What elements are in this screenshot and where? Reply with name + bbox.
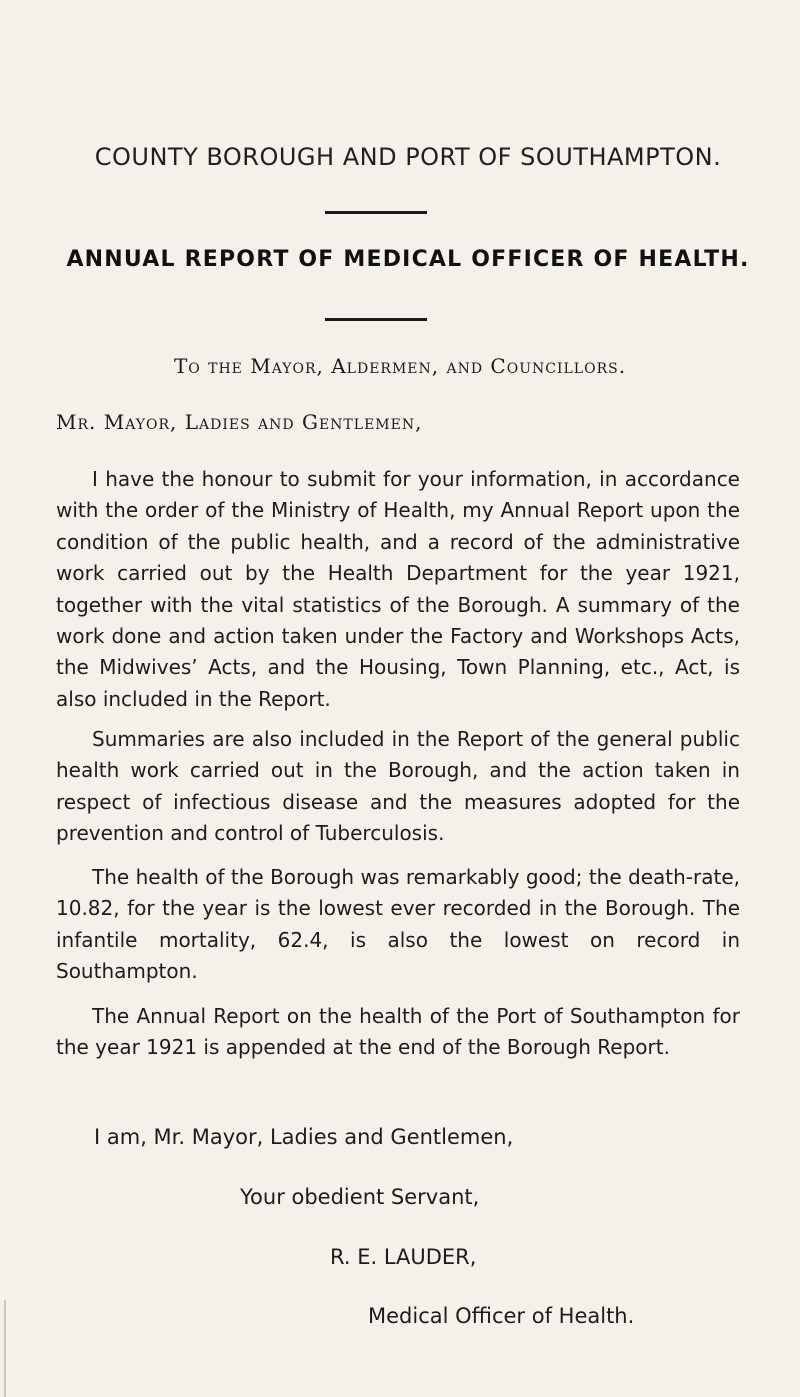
divider-top xyxy=(325,211,427,214)
closing-line: I am, Mr. Mayor, Ladies and Gentlemen, xyxy=(94,1125,514,1149)
report-heading: ANNUAL REPORT OF MEDICAL OFFICER OF HEALTH. xyxy=(66,247,750,272)
divider-bottom xyxy=(325,318,427,321)
paragraph-2: Summaries are also included in the Report of the general public health work carried out in the Borough, and the action taken in respect of infectious disease and the measures adopted for the prevention and control of Tuberculosis. xyxy=(56,727,740,846)
paragraph-3: The health of the Borough was remarkably good; the death-rate, 10.82, for the year is the lowest ever recorded in the Borough. The infantile mortality, 62.4, is also the lowest on record in Southampton. xyxy=(56,865,740,984)
letter-salutation: Mr. Mayor, Ladies and Gentlemen, xyxy=(56,410,423,434)
valediction: Your obedient Servant, xyxy=(240,1185,480,1209)
page-edge-mark xyxy=(4,1300,6,1397)
paragraph-1: I have the honour to submit for your information, in accordance with the order of the Ministry of Health, my Annual Report upon the condition of the public health, and a record of the administrative work carried out by the Health Department for the year 1921, together with the vital statistics of the Borough. A summary of the work done and action taken under the Factory and Workshops Acts, the Midwives’ Acts, and the Housing, Town Planning, etc., Act, is also included in the Report. xyxy=(56,467,740,711)
paragraph-4: The Annual Report on the health of the Port of Southampton for the year 1921 is appended at the end of the Borough Report. xyxy=(56,1004,740,1060)
document-title: COUNTY BOROUGH AND PORT OF SOUTHAMPTON. xyxy=(94,143,722,171)
letter-address: To the Mayor, Aldermen, and Councillors. xyxy=(173,354,627,378)
signatory-name: R. E. LAUDER, xyxy=(330,1245,477,1269)
signatory-title: Medical Officer of Health. xyxy=(368,1304,635,1328)
